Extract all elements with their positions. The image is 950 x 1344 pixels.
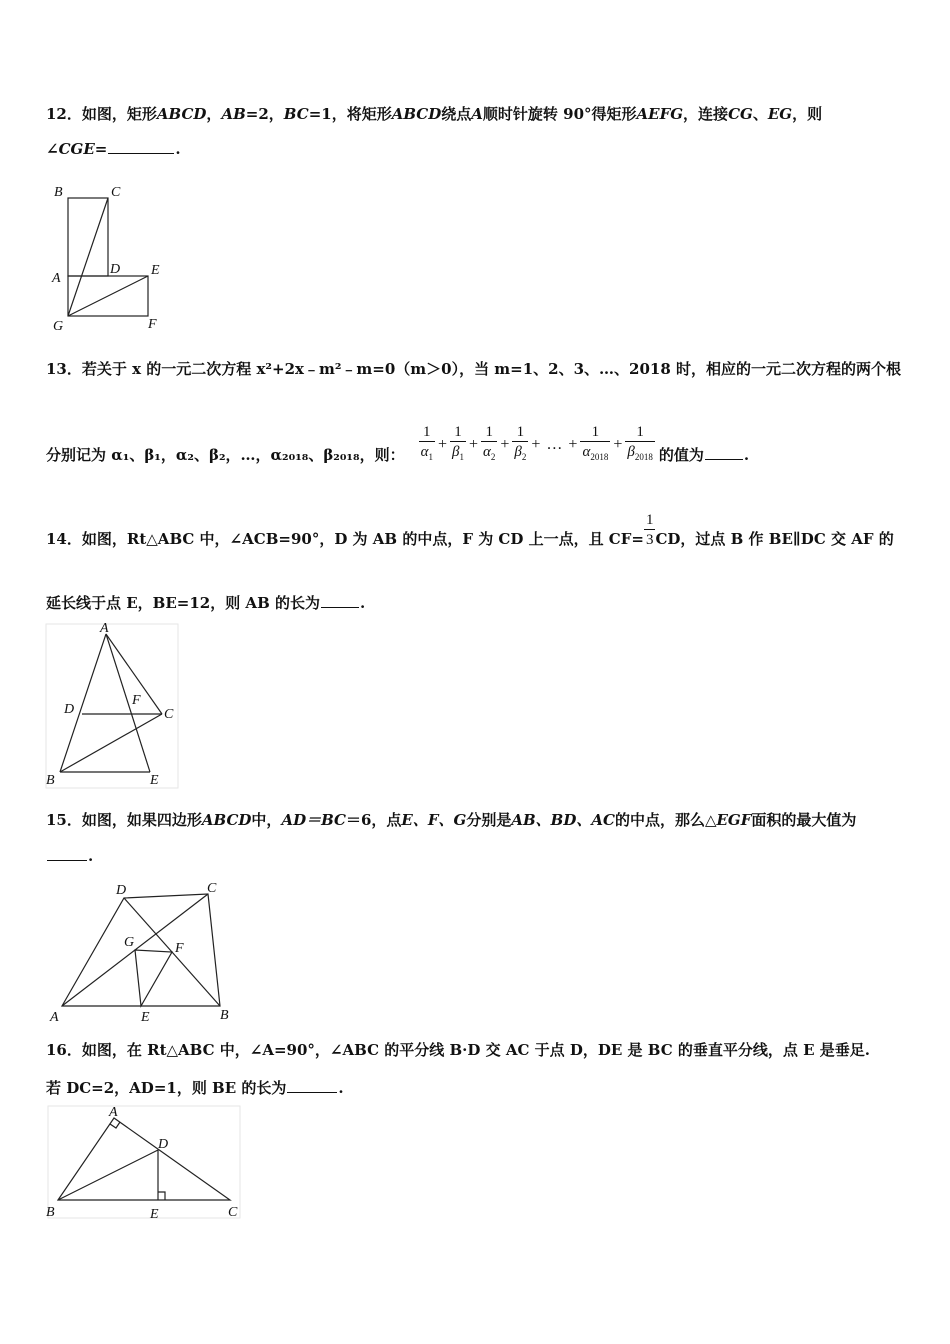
label-f: F <box>132 693 141 708</box>
triangle-egf <box>135 950 172 1006</box>
answer-blank <box>321 606 359 608</box>
label-e: E <box>151 263 160 278</box>
label-d: D <box>64 702 75 717</box>
q13-line1: 13．若关于 x 的一元二次方程 x²+2x﹣m²﹣m=0（m＞0），当 m=1、2、3、…、2018 时，相应的一元二次方程的两个根 <box>46 360 902 378</box>
rect-abcd <box>68 198 108 276</box>
label-a: A <box>109 1105 118 1120</box>
label-f: F <box>148 317 157 332</box>
label-e: E <box>150 1207 159 1222</box>
answer-blank <box>47 859 87 861</box>
label-c: C <box>111 185 121 200</box>
answer-blank <box>705 458 743 460</box>
q16-line2: 若 DC=2，AD=1，则 BE 的长为 . <box>46 1079 344 1097</box>
q15-line1: 15．如图，如果四边形ABCD中，AD＝BC＝6，点E、F、G分别是AB、BD、AC的中点，那么△EGF面积的最大值为 <box>46 811 857 829</box>
label-d: D <box>110 262 121 277</box>
q16-line1: 16．如图，在 Rt△ABC 中，∠A=90°，∠ABC 的平分线 B·D 交 AC 于点 D，DE 是 BC 的垂直平分线，点 E 是垂足. <box>46 1041 870 1059</box>
segment-ae <box>106 634 150 772</box>
label-d: D <box>158 1137 169 1152</box>
frac-alpha2: $\frac{1}{\alpha_2}$ <box>481 423 497 467</box>
q15-line2: . <box>46 847 93 865</box>
reciprocal-sum: $\frac{1}{\alpha_1}$ + $\frac{1}{\beta_1}$ + $\frac{1}{\alpha_2}$ + $\frac{1}{\beta_2}$ + … + $\frac{1}{\alpha_{2018}}$ + $\frac{1}{\beta_{2018}}$ <box>419 423 655 467</box>
label-c: C <box>164 707 174 722</box>
label-g: G <box>53 319 64 334</box>
label-c: C <box>207 881 217 896</box>
segment-cg <box>68 198 108 316</box>
label-a: A <box>100 621 109 636</box>
frac-one-third: $\frac{1}{3}$ <box>645 511 654 548</box>
label-b: B <box>54 185 63 200</box>
answer-blank <box>287 1091 337 1093</box>
label-a: A <box>50 1010 59 1025</box>
right-angle-a <box>110 1122 120 1128</box>
q12-figure <box>40 178 180 338</box>
frac-alpha1: $\frac{1}{\alpha_1}$ <box>419 423 435 467</box>
frac-alpha2018: $\frac{1}{\alpha_{2018}}$ <box>580 423 610 467</box>
label-a: A <box>52 271 61 286</box>
q12-line2: ∠CGE= . <box>46 140 181 158</box>
label-b: B <box>46 1205 55 1220</box>
bisector-bd <box>58 1150 158 1200</box>
label-e: E <box>141 1010 150 1025</box>
q15-figure <box>44 876 244 1026</box>
q16-figure <box>44 1104 244 1226</box>
label-g: G <box>124 935 135 950</box>
label-c: C <box>228 1205 238 1220</box>
q14-line1: 14．如图，Rt△ABC 中，∠ACB=90°，D 为 AB 的中点，F 为 CD 上一点，且 CF= $\frac{1}{3}$ CD，过点 B 作 BE∥DC 交 AF 的 <box>46 511 894 548</box>
q12-line1: 12．如图，矩形ABCD，AB=2，BC=1，将矩形ABCD绕点A顺时针旋转 90°得矩形AEFG，连接CG、EG，则 <box>46 105 823 123</box>
frac-beta1: $\frac{1}{\beta_1}$ <box>450 423 466 467</box>
label-b: B <box>220 1008 229 1023</box>
answer-blank <box>108 152 174 154</box>
frac-beta2018: $\frac{1}{\beta_{2018}}$ <box>625 423 654 467</box>
label-f: F <box>175 941 184 956</box>
q13-line2: 分别记为 α₁、β₁，α₂、β₂，…，α₂₀₁₈、β₂₀₁₈，则： $\frac{1}{\alpha_1}$ + $\frac{1}{\beta_1}$ + $\frac{1}{\alpha_2}$ + $\frac{1}{\beta_2}$ + … + $\frac{1}{\alpha_{2018}}$ + $\frac{1}{\beta_{2018}}$ 的值为 . <box>46 420 749 470</box>
frac-beta2: $\frac{1}{\beta_2}$ <box>512 423 528 467</box>
label-e: E <box>150 773 159 788</box>
q14-figure <box>44 620 184 790</box>
right-angle-e <box>158 1192 165 1200</box>
label-b: B <box>46 773 55 788</box>
q14-line2: 延长线于点 E，BE=12，则 AB 的长为 . <box>46 594 366 612</box>
label-d: D <box>116 883 127 898</box>
